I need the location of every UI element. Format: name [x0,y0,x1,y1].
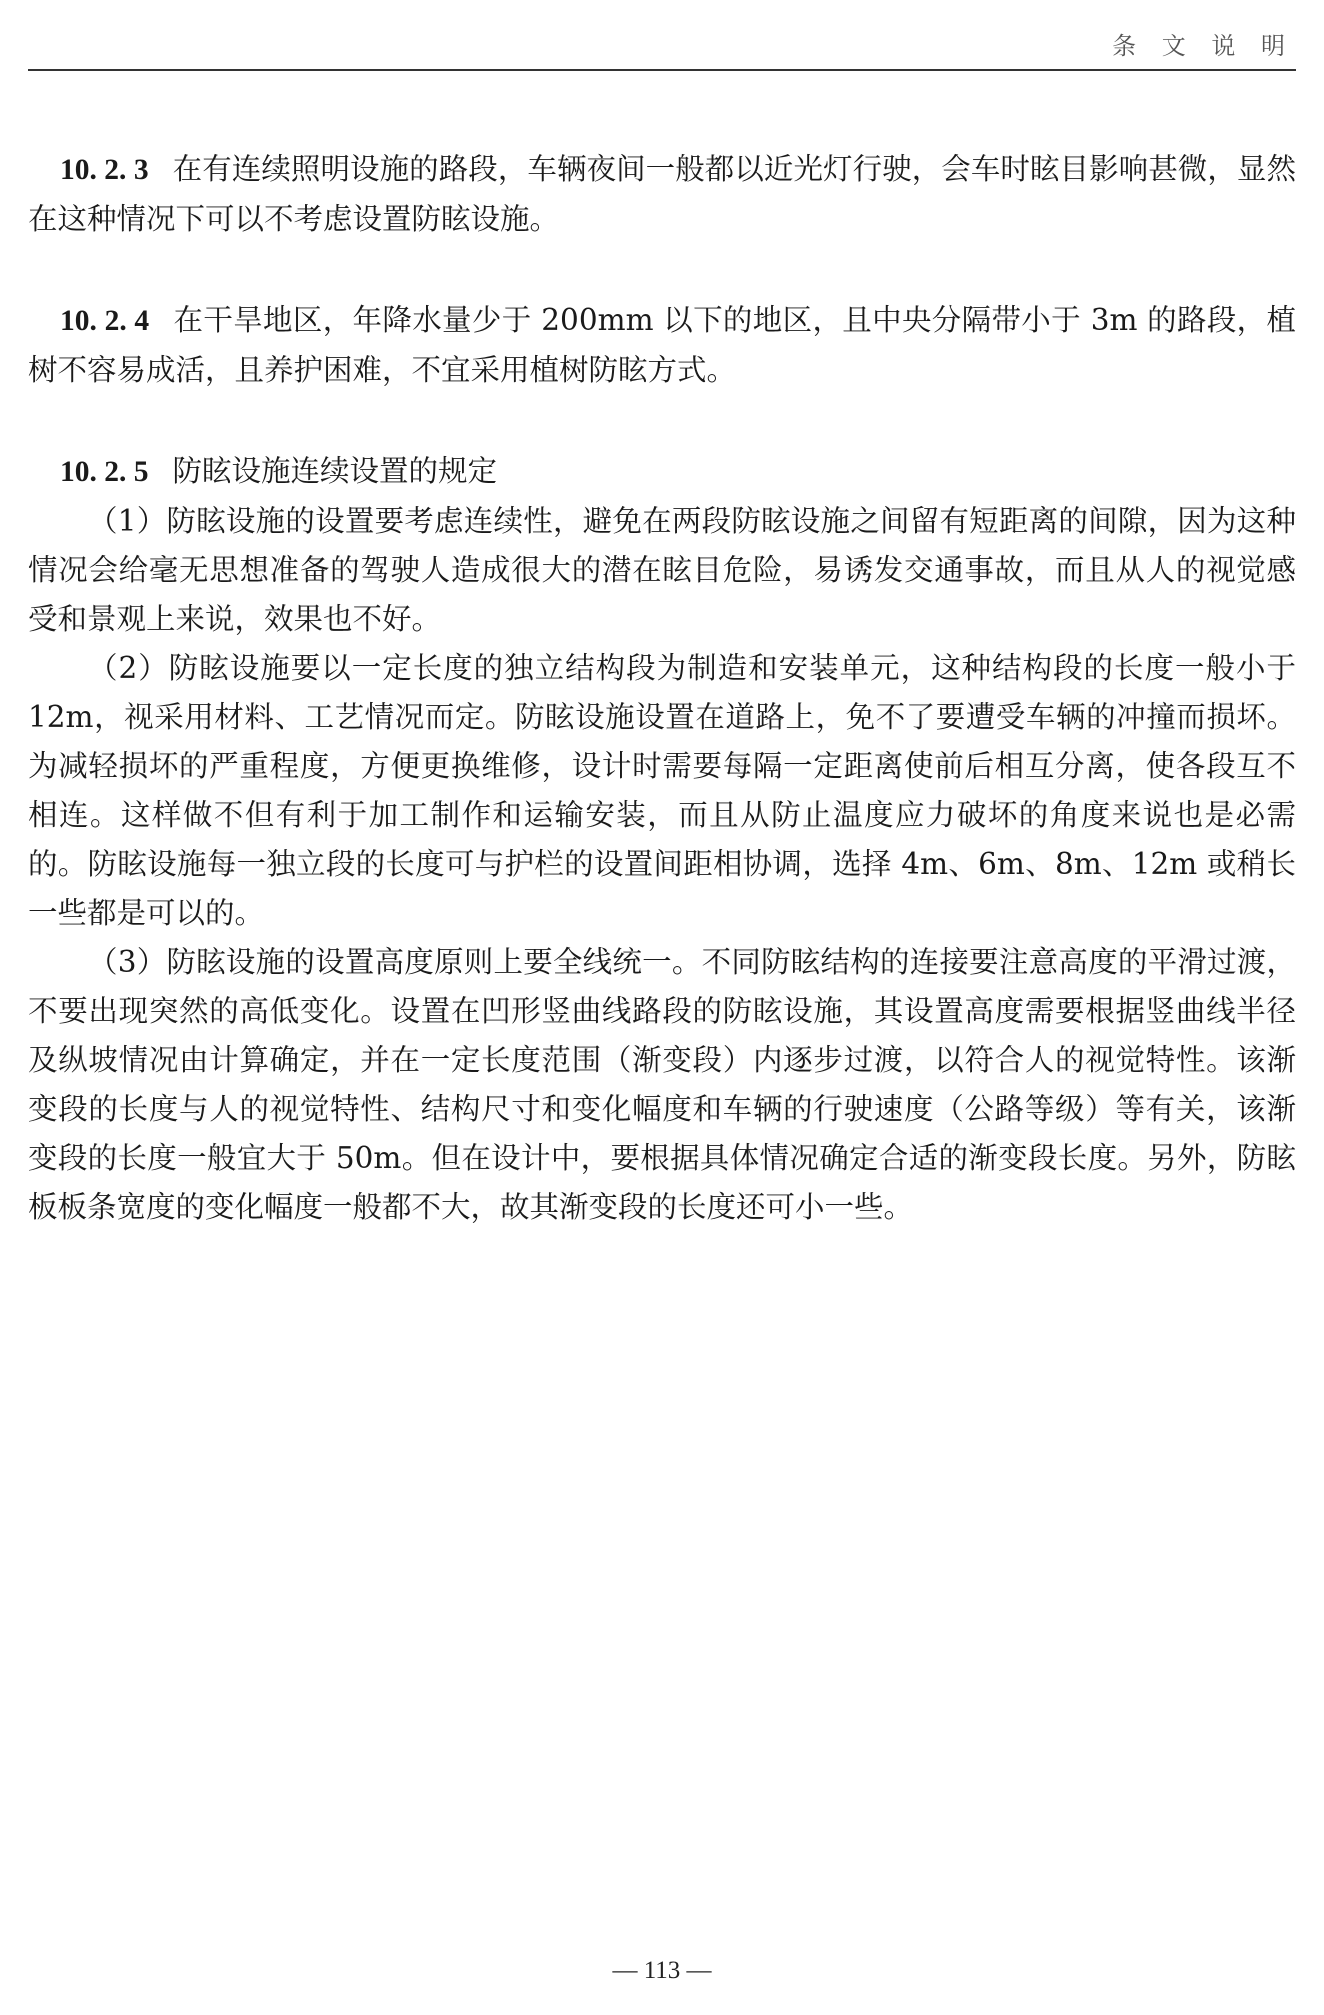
page-body [28,145,1296,1232]
page-header [28,0,1296,71]
clause-number: 10. 2. 3 [60,154,149,186]
page-number: — 113 — [612,1957,712,1984]
clause-number: 10. 2. 4 [60,305,150,337]
clause-text: 防眩设施连续设置的规定 [172,454,498,488]
clause-text: 在干旱地区，年降水量少于 200mm 以下的地区，且中央分隔带小于 3m 的路段，植树不容易成活，且养护困难，不宜采用植树防眩方式。 [28,303,1297,387]
clause-number: 10. 2. 5 [60,456,149,488]
clause-item-3: （3）防眩设施的设置高度原则上要全线统一。不同防眩结构的连接要注意高度的平滑过渡，不要出现突然的高低变化。设置在凹形竖曲线路段的防眩设施，其设置高度需要根据竖曲线半径及纵坡情况由计算确定，并在一定长度范围（渐变段）内逐步过渡，以符合人的视觉特性。该渐变段的长度与人的视觉特性、结构尺寸和变化幅度和车辆的行驶速度（公路等级）等有关，该渐变段的长度一般宜大于 50m。但在设计中，要根据具体情况确定合适的渐变段长度。另外，防眩板板条宽度的变化幅度一般都不大，故其渐变段的长度还可小一些。 [28,945,1296,1224]
clause-item-2: （2）防眩设施要以一定长度的独立结构段为制造和安装单元，这种结构段的长度一般小于 12m，视采用材料、工艺情况而定。防眩设施设置在道路上，免不了要遭受车辆的冲撞而损坏。为减轻损坏的严重程度，方便更换维修，设计时需要每隔一定距离使前后相互分离，使各段互不相连。这样做不但有利于加工制作和运输安装，而且从防止温度应力破坏的角度来说也是必需的。防眩设施每一独立段的长度可与护栏的设置间距相协调，选择 4m、6m、8m、12m 或稍长一些都是可以的。 [28,651,1296,930]
clause-10-2-5 [28,447,1296,497]
clause-item-1: （1）防眩设施的设置要考虑连续性，避免在两段防眩设施之间留有短距离的间隙，因为这种情况会给毫无思想准备的驾驶人造成很大的潜在眩目危险，易诱发交通事故，而且从人的视觉感受和景观上来说，效果也不好。 [28,504,1296,636]
clause-10-2-4 [28,296,1296,395]
clause-text: 在有连续照明设施的路段，车辆夜间一般都以近光灯行驶，会车时眩目影响甚微，显然在这种情况下可以不考虑设置防眩设施。 [28,152,1296,236]
header-title: 条 文 说 明 [1112,32,1294,60]
clause-10-2-3 [28,145,1296,244]
